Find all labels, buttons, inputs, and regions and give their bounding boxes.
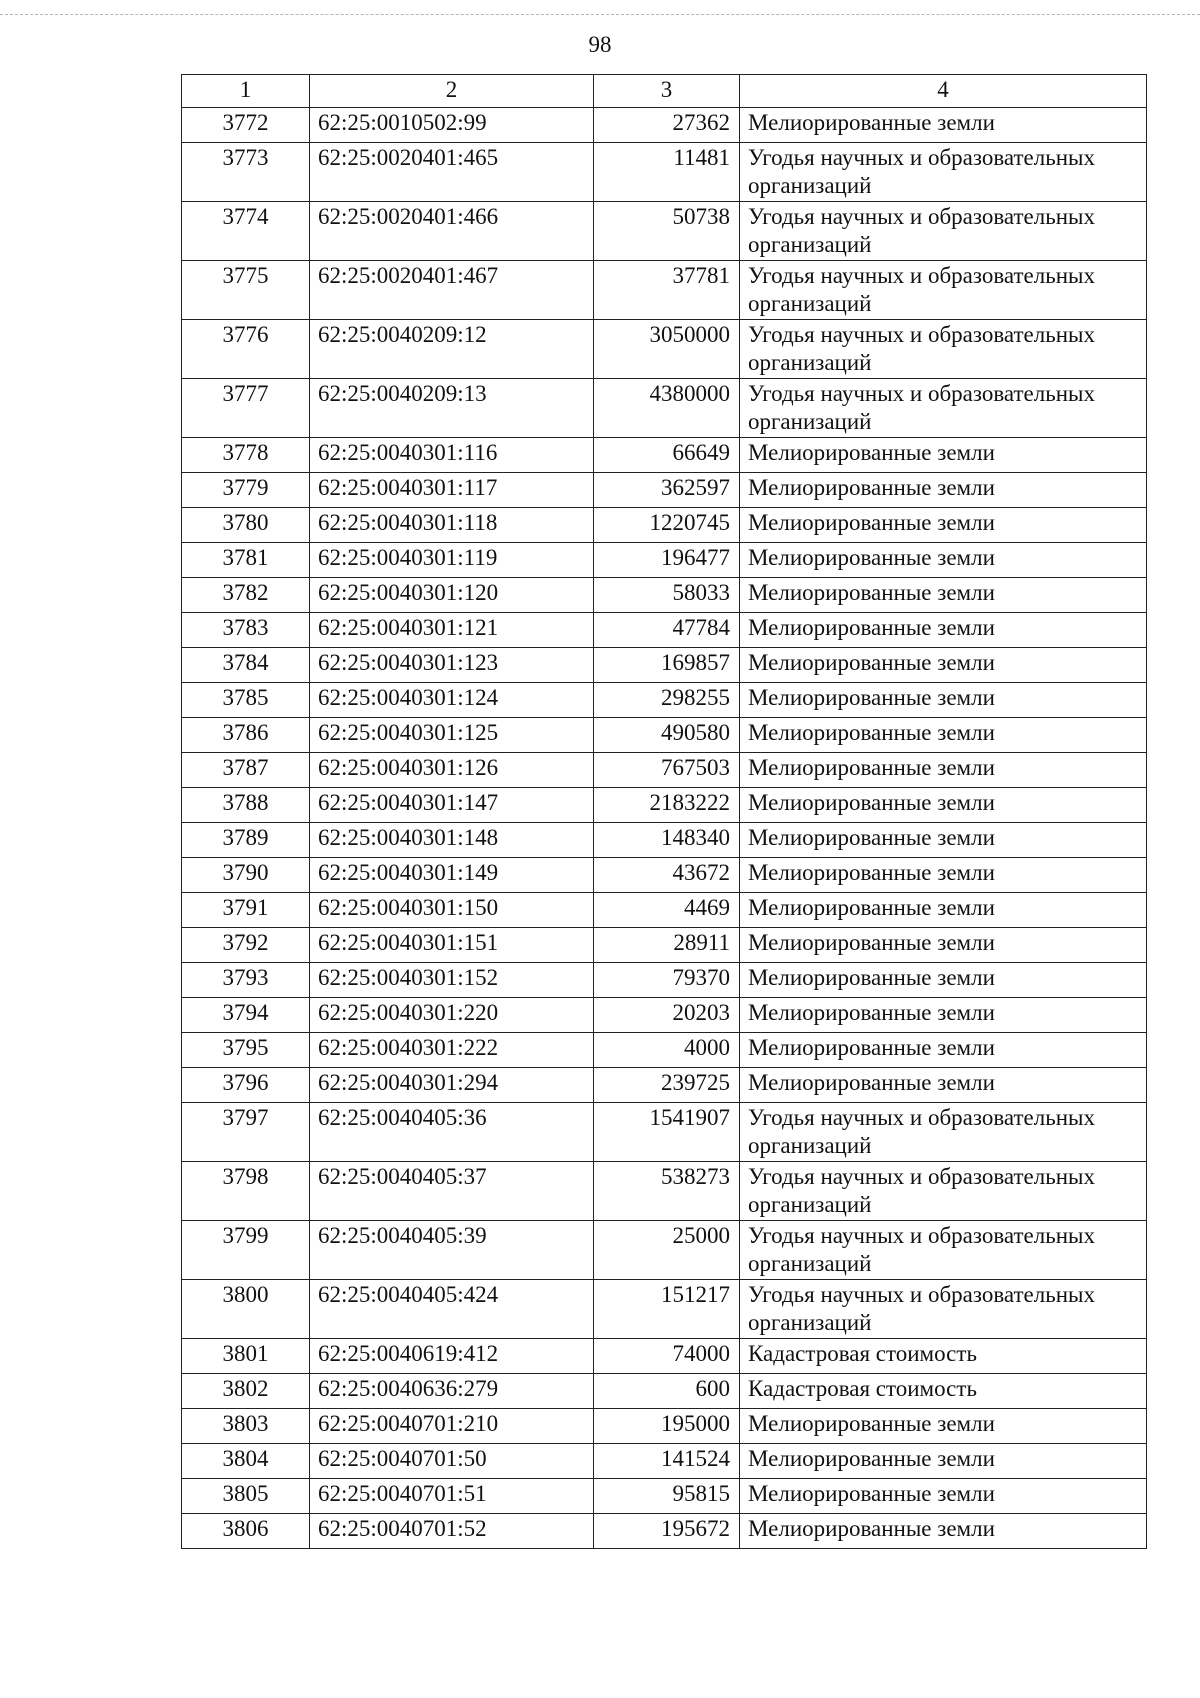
area-value: 1220745 [594,508,740,543]
row-number: 3779 [182,473,310,508]
area-value: 37781 [594,261,740,320]
area-value: 196477 [594,543,740,578]
table-row [182,1162,1147,1221]
area-value: 74000 [594,1339,740,1374]
area-value: 148340 [594,823,740,858]
cadastral-number: 62:25:0040301:119 [310,543,594,578]
cadastral-number: 62:25:0040636:279 [310,1374,594,1409]
cadastral-number: 62:25:0040405:37 [310,1162,594,1221]
cadastral-number: 62:25:0040701:210 [310,1409,594,1444]
land-category: Мелиорированные земли [740,1033,1147,1068]
area-value: 169857 [594,648,740,683]
header-row [182,75,1147,108]
area-value: 151217 [594,1280,740,1339]
cadastral-number: 62:25:0040301:126 [310,753,594,788]
land-category: Мелиорированные земли [740,108,1147,143]
land-category: Мелиорированные земли [740,823,1147,858]
land-category: Мелиорированные земли [740,893,1147,928]
land-category: Угодья научных и образовательных организаций [740,320,1147,379]
area-value: 20203 [594,998,740,1033]
row-number: 3791 [182,893,310,928]
table-header [182,75,1147,108]
cadastral-number: 62:25:0010502:99 [310,108,594,143]
row-number: 3780 [182,508,310,543]
row-number: 3775 [182,261,310,320]
land-category: Мелиорированные земли [740,648,1147,683]
table-row [182,1339,1147,1374]
land-category: Мелиорированные земли [740,1479,1147,1514]
land-category: Мелиорированные земли [740,613,1147,648]
table-row [182,261,1147,320]
table-row [182,1444,1147,1479]
land-category: Угодья научных и образовательных организаций [740,1103,1147,1162]
land-category: Угодья научных и образовательных организаций [740,261,1147,320]
table-row [182,1068,1147,1103]
area-value: 239725 [594,1068,740,1103]
row-number: 3798 [182,1162,310,1221]
table-row [182,1514,1147,1549]
area-value: 79370 [594,963,740,998]
row-number: 3794 [182,998,310,1033]
cadastral-number: 62:25:0040301:222 [310,1033,594,1068]
land-category: Кадастровая стоимость [740,1339,1147,1374]
cadastral-number: 62:25:0040301:124 [310,683,594,718]
area-value: 95815 [594,1479,740,1514]
cadastral-number: 62:25:0040301:120 [310,578,594,613]
land-category: Мелиорированные земли [740,473,1147,508]
row-number: 3772 [182,108,310,143]
table-row [182,1374,1147,1409]
row-number: 3774 [182,202,310,261]
row-number: 3788 [182,788,310,823]
cadastral-number: 62:25:0040701:51 [310,1479,594,1514]
table-row [182,648,1147,683]
row-number: 3777 [182,379,310,438]
area-value: 1541907 [594,1103,740,1162]
area-value: 43672 [594,858,740,893]
row-number: 3778 [182,438,310,473]
table-row [182,718,1147,753]
area-value: 195000 [594,1409,740,1444]
table-row [182,108,1147,143]
row-number: 3786 [182,718,310,753]
row-number: 3801 [182,1339,310,1374]
table-row [182,143,1147,202]
area-value: 27362 [594,108,740,143]
row-number: 3795 [182,1033,310,1068]
cadastral-number: 62:25:0040301:294 [310,1068,594,1103]
cadastral-number: 62:25:0020401:467 [310,261,594,320]
row-number: 3804 [182,1444,310,1479]
table-row [182,753,1147,788]
area-value: 25000 [594,1221,740,1280]
land-category: Мелиорированные земли [740,578,1147,613]
header-col-3: 3 [594,75,740,108]
row-number: 3785 [182,683,310,718]
area-value: 2183222 [594,788,740,823]
cadastral-number: 62:25:0040209:13 [310,379,594,438]
table-row [182,1409,1147,1444]
area-value: 600 [594,1374,740,1409]
row-number: 3790 [182,858,310,893]
table-row [182,1033,1147,1068]
cadastral-number: 62:25:0040301:117 [310,473,594,508]
row-number: 3805 [182,1479,310,1514]
cadastral-number: 62:25:0040301:149 [310,858,594,893]
table-row [182,1103,1147,1162]
row-number: 3806 [182,1514,310,1549]
cadastral-number: 62:25:0040301:125 [310,718,594,753]
table-row [182,998,1147,1033]
row-number: 3787 [182,753,310,788]
land-category: Мелиорированные земли [740,508,1147,543]
table-row [182,1280,1147,1339]
table-row [182,613,1147,648]
cadastral-number: 62:25:0040301:121 [310,613,594,648]
cadastral-number: 62:25:0040301:151 [310,928,594,963]
table-row [182,963,1147,998]
cadastral-number: 62:25:0020401:466 [310,202,594,261]
cadastral-number: 62:25:0040301:220 [310,998,594,1033]
row-number: 3784 [182,648,310,683]
row-number: 3776 [182,320,310,379]
table-row [182,928,1147,963]
row-number: 3803 [182,1409,310,1444]
land-category: Угодья научных и образовательных организаций [740,1280,1147,1339]
land-category: Мелиорированные земли [740,753,1147,788]
header-col-2: 2 [310,75,594,108]
table-row [182,379,1147,438]
area-value: 362597 [594,473,740,508]
row-number: 3792 [182,928,310,963]
cadastral-number: 62:25:0040701:50 [310,1444,594,1479]
land-category: Мелиорированные земли [740,858,1147,893]
cadastral-number: 62:25:0040301:116 [310,438,594,473]
land-category: Угодья научных и образовательных организаций [740,143,1147,202]
row-number: 3799 [182,1221,310,1280]
table-row [182,1221,1147,1280]
land-category: Мелиорированные земли [740,1514,1147,1549]
land-category: Мелиорированные земли [740,998,1147,1033]
land-category: Мелиорированные земли [740,1444,1147,1479]
cadastral-number: 62:25:0040405:36 [310,1103,594,1162]
land-category: Угодья научных и образовательных организаций [740,1162,1147,1221]
table-row [182,473,1147,508]
cadastral-number: 62:25:0040301:150 [310,893,594,928]
table-row [182,823,1147,858]
area-value: 141524 [594,1444,740,1479]
header-col-4: 4 [740,75,1147,108]
area-value: 298255 [594,683,740,718]
table-row [182,543,1147,578]
area-value: 58033 [594,578,740,613]
land-category: Мелиорированные земли [740,683,1147,718]
area-value: 47784 [594,613,740,648]
table-row [182,202,1147,261]
land-category: Мелиорированные земли [740,1068,1147,1103]
cadastral-number: 62:25:0040619:412 [310,1339,594,1374]
cadastral-number: 62:25:0040301:148 [310,823,594,858]
land-category: Мелиорированные земли [740,718,1147,753]
row-number: 3773 [182,143,310,202]
land-plots-table [181,74,1147,1549]
land-category: Мелиорированные земли [740,963,1147,998]
cadastral-number: 62:25:0040209:12 [310,320,594,379]
table-row [182,893,1147,928]
header-col-1: 1 [182,75,310,108]
cadastral-number: 62:25:0020401:465 [310,143,594,202]
cadastral-number: 62:25:0040301:123 [310,648,594,683]
area-value: 4469 [594,893,740,928]
cadastral-number: 62:25:0040301:152 [310,963,594,998]
area-value: 490580 [594,718,740,753]
area-value: 50738 [594,202,740,261]
table-row [182,578,1147,613]
land-category: Мелиорированные земли [740,788,1147,823]
cadastral-number: 62:25:0040405:424 [310,1280,594,1339]
table-row [182,1479,1147,1514]
table-row [182,683,1147,718]
land-category: Угодья научных и образовательных организаций [740,202,1147,261]
table-row [182,788,1147,823]
row-number: 3782 [182,578,310,613]
area-value: 11481 [594,143,740,202]
area-value: 66649 [594,438,740,473]
row-number: 3793 [182,963,310,998]
cadastral-number: 62:25:0040405:39 [310,1221,594,1280]
land-category: Кадастровая стоимость [740,1374,1147,1409]
land-category: Угодья научных и образовательных организаций [740,379,1147,438]
table-body [182,108,1147,1549]
row-number: 3802 [182,1374,310,1409]
cadastral-number: 62:25:0040301:147 [310,788,594,823]
cadastral-number: 62:25:0040701:52 [310,1514,594,1549]
page-number: 98 [588,32,612,57]
cadastral-number: 62:25:0040301:118 [310,508,594,543]
row-number: 3789 [182,823,310,858]
area-value: 4000 [594,1033,740,1068]
land-category: Мелиорированные земли [740,1409,1147,1444]
row-number: 3781 [182,543,310,578]
land-category: Угодья научных и образовательных организаций [740,1221,1147,1280]
row-number: 3797 [182,1103,310,1162]
row-number: 3800 [182,1280,310,1339]
area-value: 767503 [594,753,740,788]
table-row [182,508,1147,543]
land-category: Мелиорированные земли [740,928,1147,963]
table-row [182,858,1147,893]
row-number: 3783 [182,613,310,648]
area-value: 538273 [594,1162,740,1221]
table-row [182,320,1147,379]
land-category: Мелиорированные земли [740,438,1147,473]
area-value: 195672 [594,1514,740,1549]
scan-edge-line [0,14,1200,15]
area-value: 28911 [594,928,740,963]
area-value: 4380000 [594,379,740,438]
land-category: Мелиорированные земли [740,543,1147,578]
table-row [182,438,1147,473]
row-number: 3796 [182,1068,310,1103]
area-value: 3050000 [594,320,740,379]
